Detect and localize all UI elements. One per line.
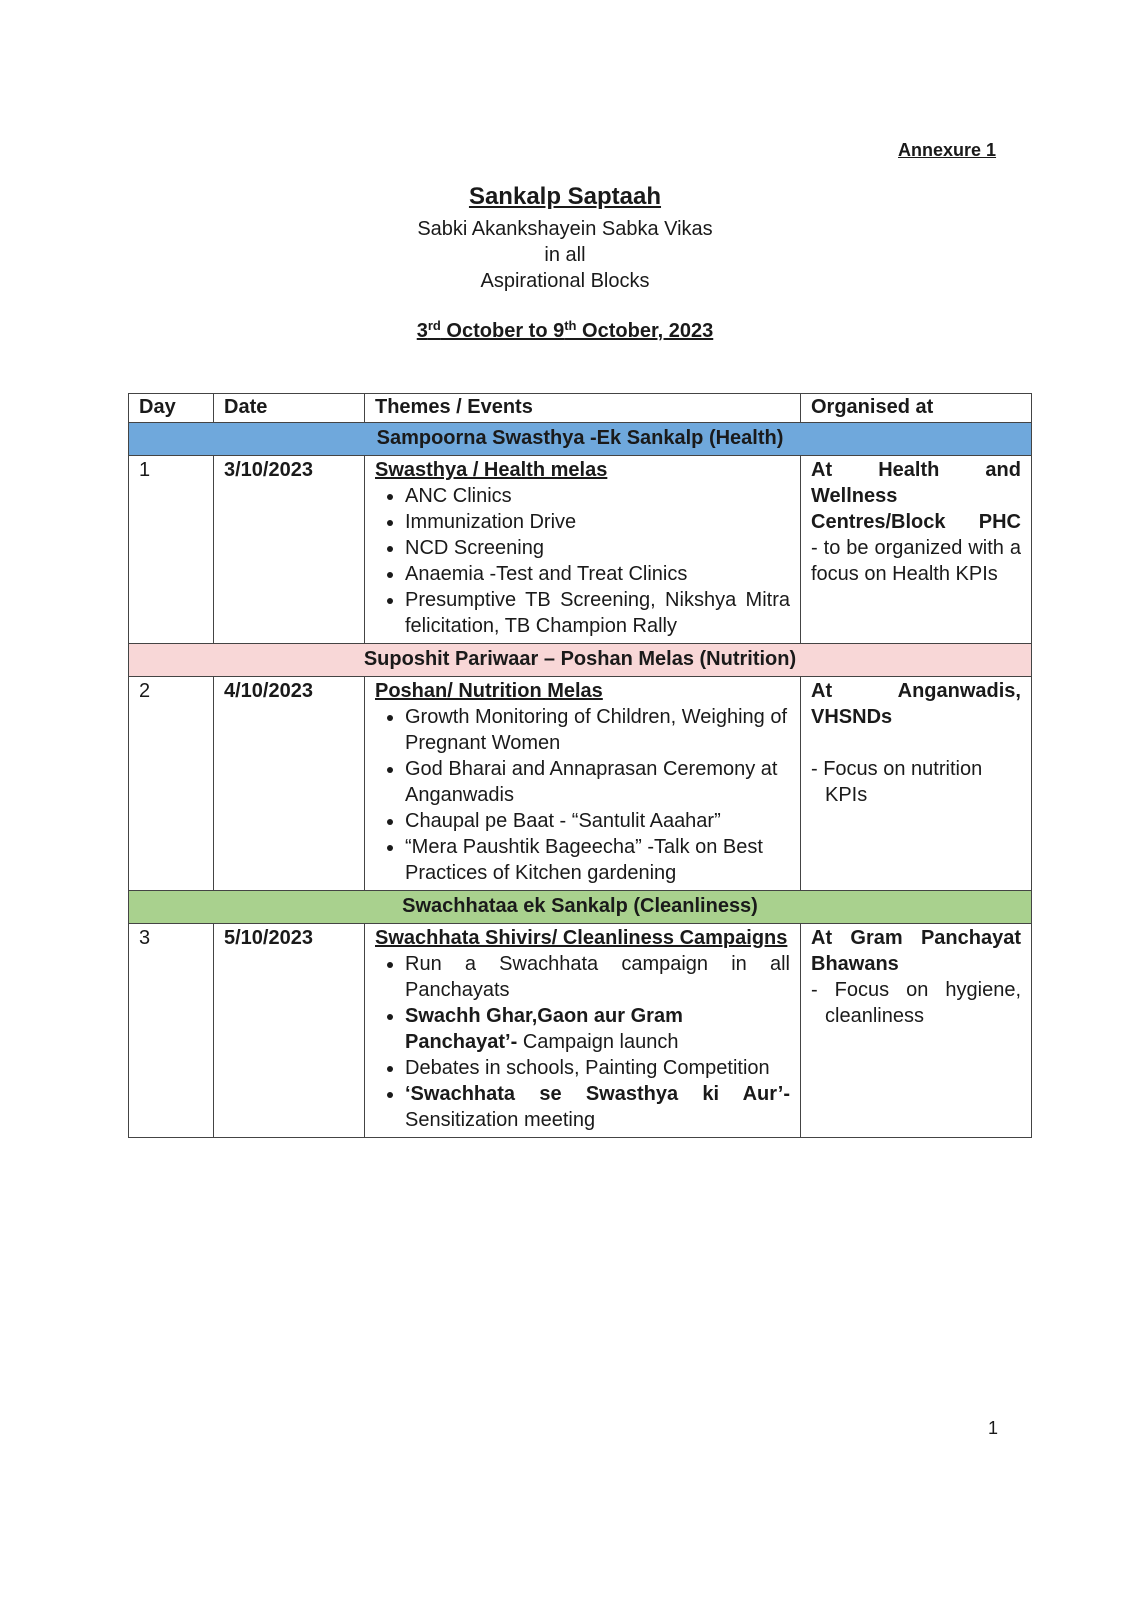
date-cell: 3/10/2023 xyxy=(214,456,365,644)
organised-cell xyxy=(801,924,1032,1138)
date-end: October, 2023 xyxy=(576,320,714,342)
event-title: Poshan/ Nutrition Melas xyxy=(375,680,603,702)
table-row xyxy=(129,924,1032,1138)
list-item: • Chaupal pe Baat - “Santulit Aaahar” xyxy=(405,808,790,834)
list-item xyxy=(405,1081,790,1133)
day-cell: 1 xyxy=(129,456,214,644)
list-item: • NCD Screening xyxy=(405,535,790,561)
section-nutrition-row xyxy=(129,644,1032,677)
event-list xyxy=(375,483,790,639)
list-item-text: Debates in schools, Painting Competition xyxy=(405,1057,770,1079)
date-range xyxy=(0,318,1130,344)
day-cell: 3 xyxy=(129,924,214,1138)
date-start-sup: rd xyxy=(427,318,441,333)
page-number: 1 xyxy=(988,1418,999,1438)
date-end-sup: th xyxy=(564,318,577,333)
events-cell xyxy=(365,677,801,891)
document-title: Sankalp Saptaah xyxy=(468,183,662,210)
section-title: Suposhit Pariwaar – Poshan Melas (Nutrition) xyxy=(129,644,1032,677)
table-row xyxy=(129,677,1032,891)
list-item: • “Mera Paushtik Bageecha” -Talk on Best Practices of Kitchen gardening xyxy=(405,834,790,886)
event-list xyxy=(375,951,790,1133)
organised-location: At Gram Panchayat Bhawans xyxy=(811,927,1021,975)
organised-location: At Anganwadis, VHSNDs xyxy=(811,680,1021,728)
organised-note: - Focus on hygiene, cleanliness xyxy=(811,979,1021,1027)
list-item-bold: ‘Swachhata se Swasthya ki Aur’- xyxy=(405,1083,790,1105)
events-cell xyxy=(365,456,801,644)
header-day: Day xyxy=(129,394,214,423)
date-cell: 5/10/2023 xyxy=(214,924,365,1138)
events-cell xyxy=(365,924,801,1138)
subtitle-line-3: Aspirational Blocks xyxy=(480,270,650,292)
schedule-table xyxy=(128,393,1032,1138)
list-item-text: Sensitization meeting xyxy=(405,1109,596,1131)
table-header-row xyxy=(129,394,1032,423)
section-health-row xyxy=(129,423,1032,456)
list-item: • God Bharai and Annaprasan Ceremony at Anganwadis xyxy=(405,756,790,808)
list-item: • ANC Clinics xyxy=(405,483,790,509)
section-title: Swachhataa ek Sankalp (Cleanliness) xyxy=(129,891,1032,924)
list-item xyxy=(405,1003,790,1055)
organised-note: - to be organized with a focus on Health KPIs xyxy=(811,537,1021,585)
table-row xyxy=(129,456,1032,644)
list-item-bold: Swachh Ghar,Gaon aur Gram Panchayat’- xyxy=(405,1005,683,1053)
event-title: Swachhata Shivirs/ Cleanliness Campaigns xyxy=(375,927,788,949)
date-cell: 4/10/2023 xyxy=(214,677,365,891)
date-mid: October to 9 xyxy=(440,320,565,342)
list-item-text: Campaign launch xyxy=(522,1031,679,1053)
annexure-label: Annexure 1 xyxy=(898,140,997,160)
list-item: • Immunization Drive xyxy=(405,509,790,535)
subtitle-line-2: in all xyxy=(544,244,586,266)
section-title: Sampoorna Swasthya -Ek Sankalp (Health) xyxy=(129,423,1032,456)
list-item: • Anaemia -Test and Treat Clinics xyxy=(405,561,790,587)
header-date: Date xyxy=(214,394,365,423)
subtitle-line-1: Sabki Akankshayein Sabka Vikas xyxy=(417,218,713,240)
spacer xyxy=(811,730,1021,756)
event-list xyxy=(375,704,790,886)
header-organised: Organised at xyxy=(801,394,1032,423)
organised-cell xyxy=(801,677,1032,891)
organised-cell xyxy=(801,456,1032,644)
header-themes: Themes / Events xyxy=(365,394,801,423)
list-item: • Growth Monitoring of Children, Weighing of Pregnant Women xyxy=(405,704,790,756)
list-item xyxy=(405,1055,790,1081)
list-item: • Presumptive TB Screening, Nikshya Mitra felicitation, TB Champion Rally xyxy=(405,587,790,639)
organised-note: - Focus on nutrition KPIs xyxy=(811,758,983,806)
document-header xyxy=(0,182,1130,344)
event-title: Swasthya / Health melas xyxy=(375,459,608,481)
list-item xyxy=(405,951,790,1003)
organised-location: At Health and Wellness Centres/Block PHC xyxy=(811,459,1021,533)
day-cell: 2 xyxy=(129,677,214,891)
section-cleanliness-row xyxy=(129,891,1032,924)
list-item-text: Run a Swachhata campaign in all Panchayats xyxy=(405,953,790,1001)
date-start-num: 3 xyxy=(416,320,428,342)
